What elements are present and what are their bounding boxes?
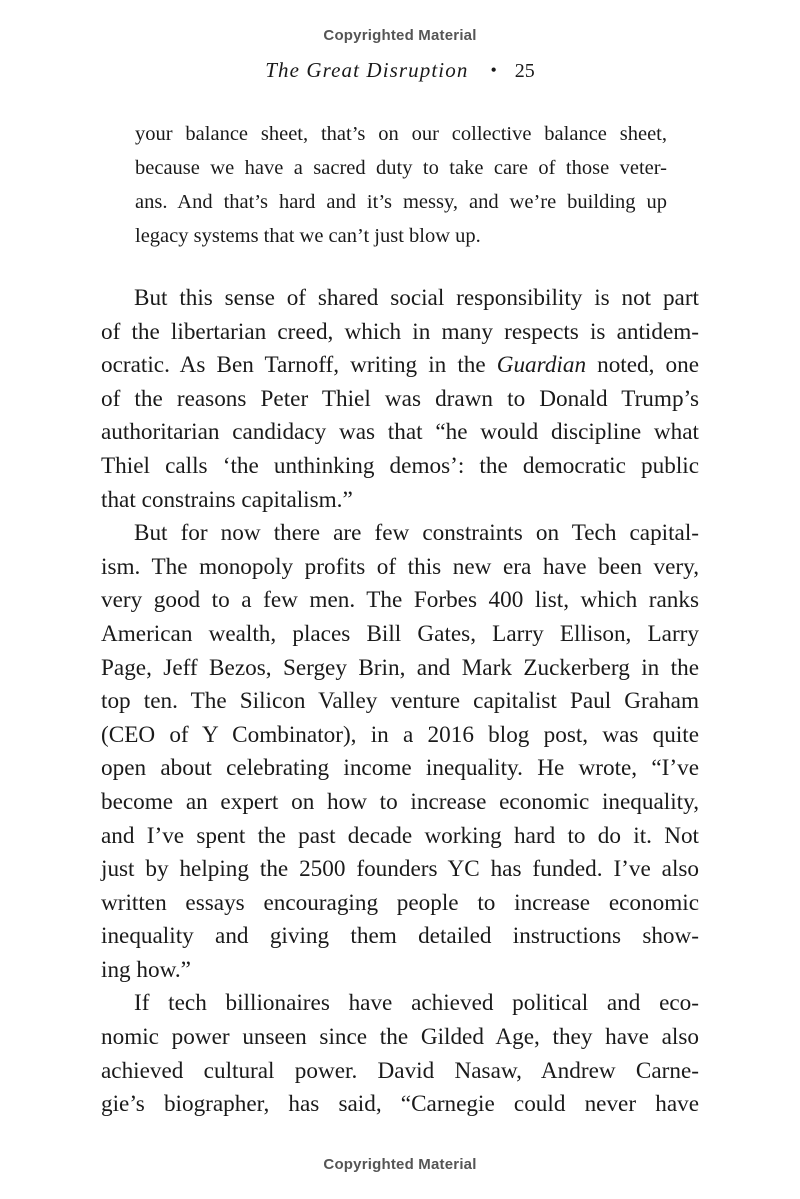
text-line: very good to a few men. The Forbes 400 list, which ranks bbox=[101, 587, 699, 614]
text-line: of the reasons Peter Thiel was drawn to Donald Trump’s bbox=[101, 385, 699, 412]
chapter-title: The Great Disruption bbox=[265, 58, 469, 82]
text-line: ism. The monopoly profits of this new era have been very, bbox=[101, 553, 699, 580]
text-line: become an expert on how to increase economic inequality, bbox=[101, 788, 699, 815]
text-line: If tech billionaires have achieved political and eco- bbox=[134, 990, 699, 1017]
quote-line: ans. And that’s hard and it’s messy, and we’re building up bbox=[135, 191, 667, 213]
text-line: ing how.” bbox=[101, 956, 191, 983]
publication-title: Guardian bbox=[496, 352, 587, 379]
page-number: 25 bbox=[514, 60, 535, 82]
paragraph-2 bbox=[101, 517, 699, 987]
text-line: gie’s biographer, has said, “Carnegie could never have bbox=[101, 1091, 699, 1118]
text-line: and I’ve spent the past decade working hard to do it. Not bbox=[101, 822, 699, 849]
text-line: of the libertarian creed, which in many respects is antidem- bbox=[101, 318, 699, 345]
text-line: nomic power unseen since the Gilded Age, they have also bbox=[101, 1024, 699, 1051]
text-line: American wealth, places Bill Gates, Larry Ellison, Larry bbox=[101, 620, 699, 647]
text-line: Page, Jeff Bezos, Sergey Brin, and Mark Zuckerberg in the bbox=[101, 654, 699, 681]
text-line: written essays encouraging people to increase economic bbox=[101, 889, 699, 916]
body-text bbox=[101, 282, 699, 1122]
quote-line: because we have a sacred duty to take care of those veter- bbox=[135, 157, 667, 179]
text-line: But this sense of shared social responsibility is not part bbox=[134, 285, 699, 311]
text-line: But for now there are few constraints on Tech capital- bbox=[134, 520, 699, 547]
copyright-watermark-top: Copyrighted Material bbox=[323, 27, 477, 44]
block-quote bbox=[135, 117, 667, 253]
text-segment: ocratic. As Ben Tarnoff, writing in the bbox=[101, 352, 497, 379]
paragraph-3 bbox=[101, 987, 699, 1121]
text-line: (CEO of Y Combinator), in a 2016 blog post, was quite bbox=[101, 721, 699, 748]
quote-line: your balance sheet, that’s on our collective balance sheet, bbox=[135, 123, 667, 145]
text-line: top ten. The Silicon Valley venture capitalist Paul Graham bbox=[101, 688, 699, 715]
text-line: inequality and giving them detailed instructions show- bbox=[101, 923, 699, 950]
text-line: just by helping the 2500 founders YC has funded. I’ve also bbox=[101, 856, 699, 883]
text-line: authoritarian candidacy was that “he would discipline what bbox=[101, 419, 699, 446]
running-head bbox=[0, 58, 800, 83]
text-line: that constrains capitalism.” bbox=[101, 486, 353, 513]
quote-line: legacy systems that we can’t just blow up. bbox=[135, 225, 481, 247]
text-line: open about celebrating income inequality. He wrote, “I’ve bbox=[101, 755, 699, 782]
text-segment: noted, one bbox=[586, 352, 699, 379]
copyright-watermark-bottom: Copyrighted Material bbox=[323, 1156, 477, 1173]
text-line bbox=[101, 349, 699, 383]
text-line: achieved cultural power. David Nasaw, Andrew Carne- bbox=[101, 1057, 699, 1084]
text-line: Thiel calls ‘the unthinking demos’: the democratic public bbox=[101, 452, 699, 479]
paragraph-1 bbox=[101, 282, 699, 517]
bullet-separator: • bbox=[490, 60, 497, 80]
